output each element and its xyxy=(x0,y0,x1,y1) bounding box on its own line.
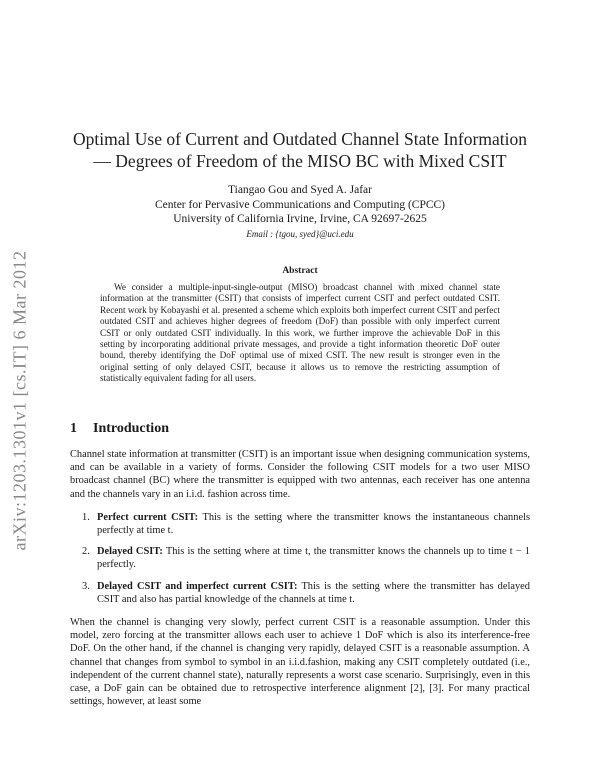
abstract-heading: Abstract xyxy=(282,266,318,276)
list-item-term: Delayed CSIT: xyxy=(97,546,163,557)
affiliation: Center for Pervasive Communications and Computing (CPCC) xyxy=(154,198,446,211)
list-item-term: Delayed CSIT and imperfect current CSIT: xyxy=(97,581,298,592)
section-title: Introduction xyxy=(93,421,169,436)
paper-title xyxy=(70,128,530,172)
list-item-term: Perfect current CSIT: xyxy=(97,512,199,523)
list-item-text: This is the setting where the transmitter knows the instantaneous channels perfectly at time t. xyxy=(97,512,530,537)
list-item-text: This is the setting where at time t, the transmitter knows the channels up to time t − 1 perfectly. xyxy=(97,546,531,571)
arxiv-stamp-text: arXiv:1203.1301v1 [cs.IT] 6 Mar 2012 xyxy=(9,250,30,550)
list-item-number: 1. xyxy=(82,512,90,523)
section-heading xyxy=(70,421,169,437)
list-item-number: 3. xyxy=(82,581,90,592)
closing-paragraph: When the channel is changing very slowly, perfect current CSIT is a reasonable assumption. Under this model, zero forcing at the transmitter allows each user to achieve 1 DoF which is also its interference-free DoF. On the other hand, if the channel is changing very rapidly, delayed CSIT is a reasonable assumption. A channel that changes from symbol to symbol in an i.i.d.fashion, making any CSIT completely outdated (i.e., independent of the current channel state), naturally represents a worst case scenario. Surprisingly, even in this case, a DoF gain can be obtained due to retrospective interference alignment [2], [3]. For many practical settings, however, at least some xyxy=(70,617,530,708)
title-line-2: — Degrees of Freedom of the MISO BC with Mixed CSIT xyxy=(93,151,507,171)
authors: Tiangao Gou and Syed A. Jafar xyxy=(228,184,372,196)
section-number: 1 xyxy=(70,421,77,436)
intro-paragraph: Channel state information at transmitter (CSIT) is an important issue when designing communication systems, and can be available in a variety of forms. Consider the following CSIT models for a two user MISO broadcast channel (BC) where the transmitter is equipped with two antennas, each receiver has one antenna and the channels vary in an i.i.d. fashion across time. xyxy=(70,449,530,500)
abstract-text: We consider a multiple-input-single-output (MISO) broadcast channel with mixed channel state information at the transmitter (CSIT) that consists of imperfect current CSIT and perfect outdated CSIT. Recent work by Kobayashi et al. presented a scheme which exploits both imperfect current CSIT and perfect outdated CSIT and achieves higher degrees of freedom (DoF) than possible with only imperfect current CSIT or only outdated CSIT individually. In this work, we further improve the achievable DoF in this setting by incorporating additional private messages, and provide a tight information theoretic DoF outer bound, thereby identifying the DoF optimal use of mixed CSIT. The new result is stronger even in the original setting of only delayed CSIT, because it allows us to remove the restricting assumption of statistically equivalent fading for all users. xyxy=(100,282,500,384)
email: Email : {tgou, syed}@uci.edu xyxy=(246,228,354,239)
list-item-number: 2. xyxy=(82,546,90,557)
author-block xyxy=(70,183,530,241)
list-item-text: This is the setting where the transmitter has delayed CSIT and also has partial knowledge of the channels at time t. xyxy=(97,581,530,606)
university: University of California Irvine, Irvine, CA 92697-2625 xyxy=(173,213,427,225)
arxiv-stamp xyxy=(6,210,34,590)
title-line-1: Optimal Use of Current and Outdated Channel State Information xyxy=(73,129,527,149)
